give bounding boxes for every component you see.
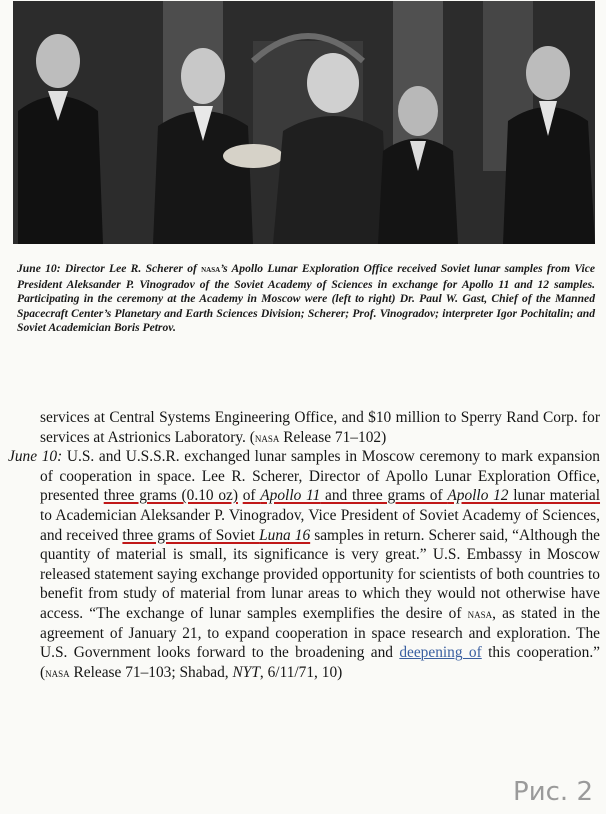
- entry-date: June 10:: [8, 448, 63, 466]
- continuation-text-2: Release 71–102): [279, 428, 387, 446]
- continuation-paragraph: [8, 408, 600, 447]
- entry-text-3: to Academician Aleksander P. Vinogradov, Vice President of Soviet Academy of Sciences, and received: [40, 506, 600, 544]
- june-10-entry: [8, 447, 600, 682]
- nyt: NYT: [232, 663, 260, 681]
- apollo-11: Apollo 11: [260, 487, 321, 505]
- figure-label: Рис. 2: [513, 777, 593, 807]
- underline-three-grams: three grams (0.10 oz): [103, 487, 238, 505]
- ceremony-photo: [13, 1, 595, 244]
- photo-caption: [17, 262, 595, 336]
- entry-text-7: Release 71–103; Shabad,: [69, 663, 233, 681]
- underline-apollo-material: [243, 487, 600, 504]
- continuation-nasa: nasa: [254, 429, 280, 445]
- ceremony-photo-graphic: [13, 1, 595, 244]
- entry-text-5: , as stated in the agreement of January 21, to expand cooperation in space research and exploration. The U.S. Government looks forward to the broadening and: [40, 604, 600, 662]
- caption-nasa: nasa: [201, 264, 221, 275]
- caption-text-1: June 10: Director Lee R. Scherer of: [17, 262, 202, 275]
- entry-nasa-2: nasa: [45, 664, 70, 680]
- entry-text-4: samples in return. Scherer said, “Although the quantity of material is small, its significance is very great.” U.S. Embassy in Moscow released statement saying exchange provided opportunity for scientists of both countries to benefit from study of material from lunar areas to which they would not otherwise have access. “The exchange of lunar samples exemplifies the desire of: [40, 526, 600, 622]
- caption-text-2: ’s Apollo Lunar Exploration Office received Soviet lunar samples from Vice President Aleksander P. Vinogradov of the Soviet Academy of Sciences in exchange for Apollo 11 and 12 samples. Participating in the ceremony at the Academy in Moscow were (left to right) Dr. Paul W. Gast, Chief of the Manned Spacecraft Center’s Planetary and Earth Sciences Division; Scherer; Prof. Vinogradov; interpreter Igor Pochitalin; and Soviet Academician Boris Petrov.: [17, 262, 595, 335]
- continuation-text-1: services at Central Systems Engineering Office, and $10 million to Sperry Rand Corp. for services at Astrionics Laboratory. (: [40, 409, 600, 446]
- entry-text-8: , 6/11/71, 10): [259, 663, 343, 681]
- blue-underlined-text: deepening of: [399, 644, 482, 662]
- u2e: lunar material: [508, 487, 601, 505]
- u2c: and three grams of: [320, 487, 448, 505]
- entry-text-1: U.S. and U.S.S.R. exchanged lunar samples in Moscow ceremony to mark expansion of cooperation in space. Lee R. Scherer, Director of Apollo Lunar Exploration Office, presented: [40, 448, 600, 505]
- u3a: three grams of Soviet: [122, 526, 260, 544]
- apollo-12: Apollo 12: [447, 487, 509, 505]
- entry-nasa: nasa: [467, 605, 493, 621]
- u2a: of: [242, 487, 261, 505]
- luna-16: Luna 16: [259, 526, 311, 544]
- underline-luna-16: [122, 527, 310, 544]
- chronology-text: [8, 408, 600, 682]
- entry-text-6: this cooperation.” (: [40, 644, 600, 681]
